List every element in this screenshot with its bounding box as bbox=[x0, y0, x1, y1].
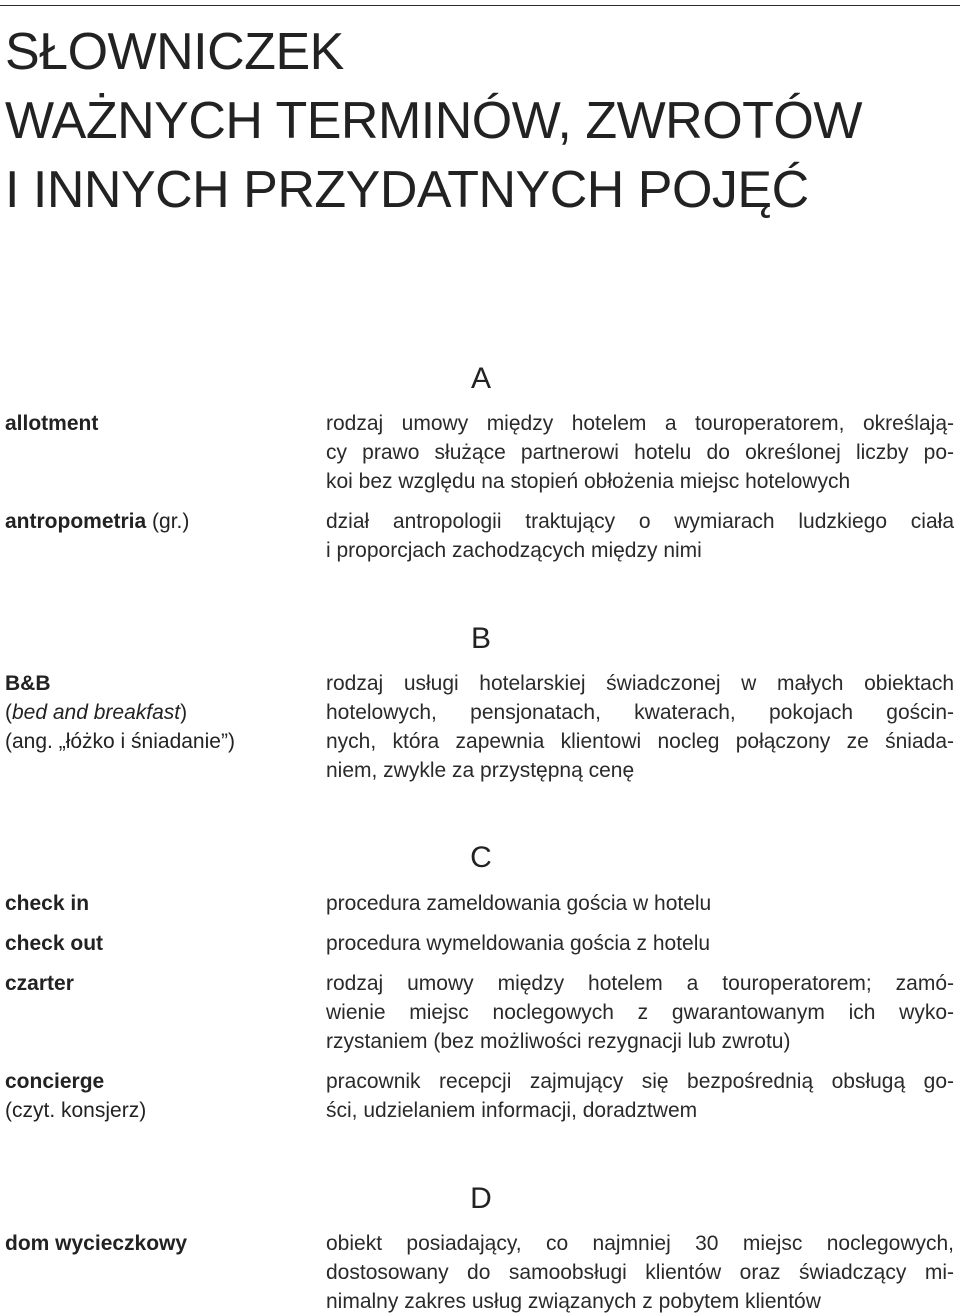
definition-line: koi bez względu na stopień obłożenia miejsc hotelowych bbox=[326, 470, 851, 493]
term bbox=[5, 669, 305, 756]
term-label: antropometria bbox=[5, 510, 147, 533]
definition bbox=[326, 969, 954, 1056]
term-label: dom wycieczkowy bbox=[5, 1232, 188, 1255]
definition-line: pracownik recepcji zajmujący się bezpośrednią obsługą go- bbox=[326, 1070, 954, 1093]
definition-line: ści, udzielaniem informacji, doradztwem bbox=[326, 1099, 698, 1122]
section-letter-b: B bbox=[470, 622, 491, 655]
term-label: allotment bbox=[5, 412, 99, 435]
definition bbox=[326, 507, 954, 565]
definition-line: rodzaj umowy między hotelem a touroperatorem, określają- bbox=[326, 412, 954, 435]
term bbox=[5, 969, 305, 998]
definition-line: nimalny zakres usług związanych z pobytem klientów bbox=[326, 1290, 821, 1313]
term-label: check out bbox=[5, 932, 104, 955]
paren-close: ) bbox=[180, 701, 188, 724]
term-label: czarter bbox=[5, 972, 74, 995]
title-line: I INNYCH PRZYDATNYCH POJĘĆ bbox=[5, 161, 809, 219]
title-line: SŁOWNICZEK bbox=[5, 23, 344, 81]
term bbox=[5, 409, 305, 438]
definition bbox=[326, 669, 954, 785]
definition bbox=[326, 1229, 954, 1316]
section-letter-a: A bbox=[470, 362, 491, 395]
section-letter-c: C bbox=[470, 841, 492, 874]
definition-line: nych, która zapewnia klientowi nocleg połączony ze śniada- bbox=[326, 730, 954, 753]
top-rule bbox=[0, 5, 960, 6]
term-label: check in bbox=[5, 892, 90, 915]
page-title bbox=[5, 18, 862, 225]
term bbox=[5, 929, 305, 958]
definition bbox=[326, 409, 954, 496]
definition-line: hotelowych, pensjonatach, kwaterach, pokojach gościn- bbox=[326, 701, 954, 724]
definition-line: niem, zwykle za przystępną cenę bbox=[326, 759, 635, 782]
definition-line: procedura wymeldowania gościa z hotelu bbox=[326, 932, 711, 955]
term-label: concierge bbox=[5, 1070, 105, 1093]
title-line: WAŻNYCH TERMINÓW, ZWROTÓW bbox=[5, 92, 862, 150]
definition-line: rodzaj usługi hotelarskiej świadczonej w małych obiektach bbox=[326, 672, 954, 695]
term bbox=[5, 1229, 305, 1258]
definition-line: wienie miejsc noclegowych z gwarantowanym ich wyko- bbox=[326, 1001, 954, 1024]
term-translation: (ang. „łóżko i śniadanie”) bbox=[5, 730, 235, 753]
definition bbox=[326, 1067, 954, 1125]
definition-line: dostosowany do samoobsługi klientów oraz świadczący mi- bbox=[326, 1261, 954, 1284]
definition-line: rodzaj umowy między hotelem a touroperatorem; zamó- bbox=[326, 972, 954, 995]
term-label: B&B bbox=[5, 672, 51, 695]
definition-line: dział antropologii traktujący o wymiarach ludzkiego ciała bbox=[326, 510, 954, 533]
term bbox=[5, 507, 305, 536]
definition-line: i proporcjach zachodzących między nimi bbox=[326, 539, 702, 562]
definition-line: rzystaniem (bez możliwości rezygnacji lub zwrotu) bbox=[326, 1030, 791, 1053]
term-pronunciation: (czyt. konsjerz) bbox=[5, 1099, 147, 1122]
term-english: bed and breakfast bbox=[12, 701, 181, 724]
definition bbox=[326, 889, 954, 918]
term-note: (gr.) bbox=[146, 510, 190, 533]
section-letter-d: D bbox=[470, 1182, 492, 1215]
paren-open: ( bbox=[5, 701, 12, 724]
term bbox=[5, 1067, 305, 1125]
definition-line: cy prawo służące partnerowi hotelu do określonej liczby po- bbox=[326, 441, 954, 464]
definition bbox=[326, 929, 954, 958]
definition-line: obiekt posiadający, co najmniej 30 miejsc noclegowych, bbox=[326, 1232, 954, 1255]
definition-line: procedura zameldowania gościa w hotelu bbox=[326, 892, 712, 915]
term-expansion bbox=[5, 698, 305, 727]
term bbox=[5, 889, 305, 918]
